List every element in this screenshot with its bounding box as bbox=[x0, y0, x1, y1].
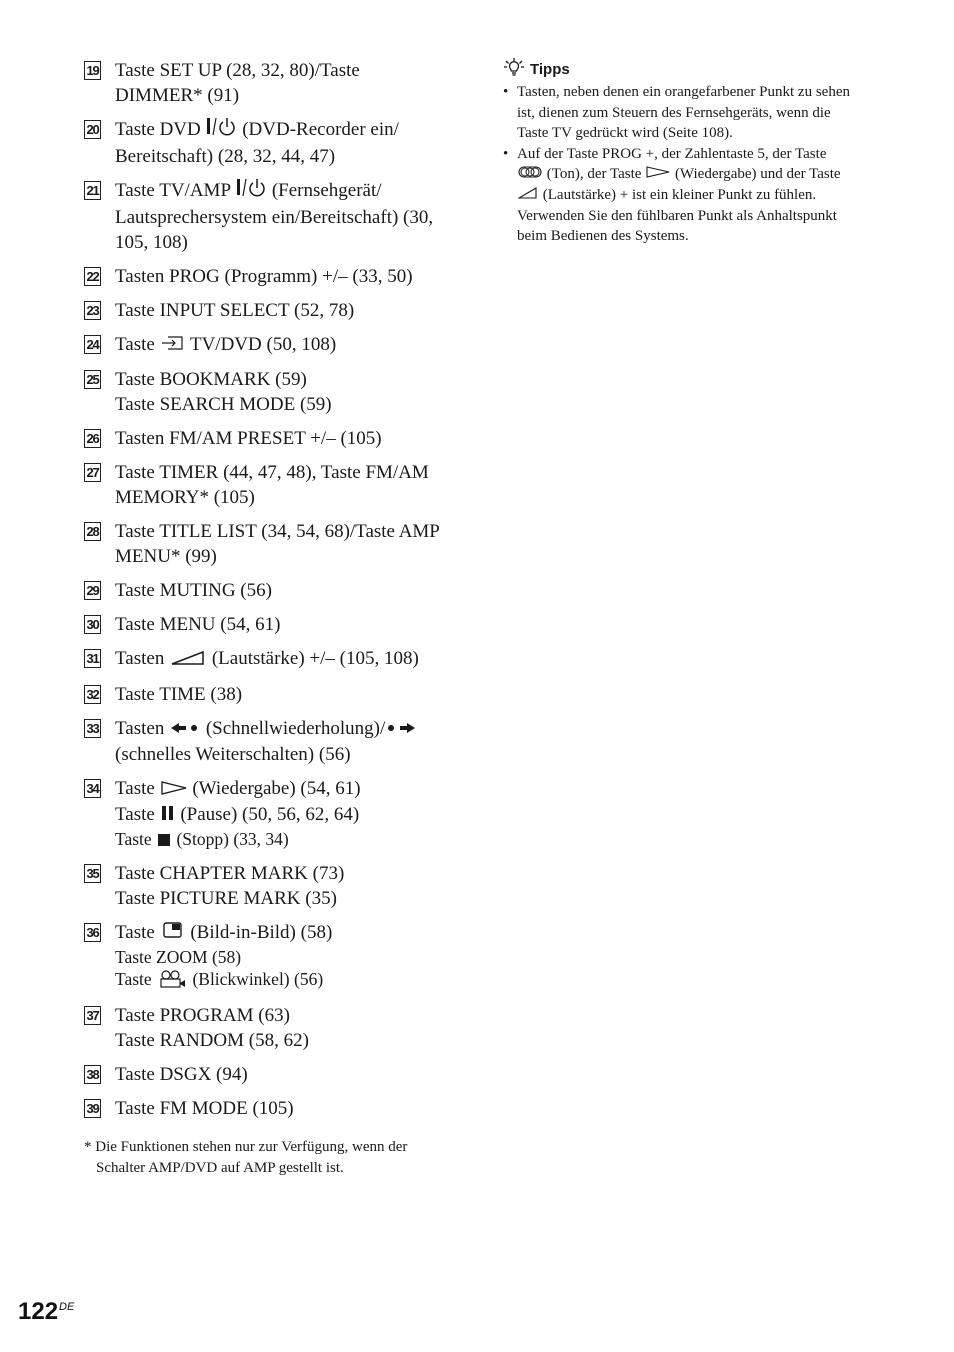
list-item bbox=[84, 1062, 479, 1087]
list-item bbox=[84, 332, 479, 358]
item-text: Lautsprechersystem ein/Bereitschaft) (30, bbox=[115, 207, 434, 229]
item-number: 33 bbox=[84, 719, 101, 738]
item-text: (DVD-Recorder ein/ bbox=[237, 119, 399, 140]
item-text: Taste CHAPTER MARK (73) bbox=[115, 862, 345, 884]
button-description-list bbox=[84, 58, 479, 1179]
item-number: 20 bbox=[84, 120, 101, 139]
item-text: MEMORY* (105) bbox=[115, 487, 255, 509]
item-text: Taste DVD bbox=[115, 119, 206, 140]
item-text: Tasten bbox=[115, 717, 170, 739]
item-text: Taste FM MODE (105) bbox=[115, 1097, 294, 1119]
item-number: 24 bbox=[84, 335, 101, 354]
item-text: DIMMER* (91) bbox=[115, 85, 240, 106]
item-text: Taste bbox=[115, 803, 160, 825]
list-item bbox=[84, 716, 479, 767]
item-text: (Pause) (50, 56, 62, 64) bbox=[175, 803, 360, 825]
play-icon bbox=[646, 164, 670, 185]
bullet-marker: • bbox=[503, 145, 509, 162]
tips-text: Verwenden Sie den fühlbaren Punkt als Anhaltspunkt bbox=[517, 207, 837, 224]
tips-title: Tipps bbox=[530, 61, 570, 78]
page-language-suffix: DE bbox=[59, 1301, 75, 1313]
item-text: Taste TIME (38) bbox=[115, 683, 243, 705]
page-number-value: 122 bbox=[18, 1298, 59, 1325]
list-item bbox=[84, 460, 479, 510]
tips-text: Tasten, neben denen ein orangefarbener Punkt zu sehen bbox=[517, 84, 850, 100]
list-item bbox=[84, 117, 479, 169]
item-text: Bereitschaft) (28, 32, 44, 47) bbox=[115, 146, 336, 168]
item-number: 25 bbox=[84, 370, 101, 389]
item-number: 35 bbox=[84, 864, 101, 883]
tips-text: beim Bedienen des Systems. bbox=[517, 228, 689, 245]
item-text: (schnelles Weiterschalten) (56) bbox=[115, 743, 351, 765]
list-item bbox=[84, 920, 479, 994]
item-text: (Blickwinkel) (56) bbox=[188, 969, 324, 990]
list-item bbox=[84, 1003, 479, 1053]
item-text: Taste TIMER (44, 47, 48), Taste FM/AM bbox=[115, 462, 429, 484]
list-item bbox=[84, 264, 479, 289]
tips-text: (Lautstärke) + ist ein kleiner Punkt zu fühlen. bbox=[539, 186, 817, 203]
item-text: Tasten FM/AM PRESET +/– (105) bbox=[115, 428, 382, 450]
volume-wedge-icon bbox=[518, 185, 538, 206]
tips-bullet bbox=[503, 82, 893, 144]
item-text: (Schnellwiederholung)/ bbox=[201, 717, 386, 739]
bullet-marker: • bbox=[503, 84, 509, 100]
item-text: Taste MUTING (56) bbox=[115, 580, 272, 602]
item-text: MENU* (99) bbox=[115, 546, 217, 568]
input-select-icon bbox=[161, 333, 185, 358]
item-text: (Wiedergabe) (54, 61) bbox=[187, 777, 361, 799]
item-text: Taste DSGX (94) bbox=[115, 1063, 248, 1085]
instant-replay-icon bbox=[170, 717, 200, 742]
list-item bbox=[84, 426, 479, 451]
item-number: 31 bbox=[84, 649, 101, 668]
footnote-text: Schalter AMP/DVD auf AMP gestellt ist. bbox=[96, 1159, 344, 1176]
item-number: 37 bbox=[84, 1006, 101, 1025]
tips-text: Taste TV gedrückt wird (Seite 108). bbox=[517, 125, 733, 141]
list-item bbox=[84, 861, 479, 911]
item-text: 105, 108) bbox=[115, 232, 188, 254]
item-number: 21 bbox=[84, 181, 101, 200]
list-item bbox=[84, 178, 479, 255]
tips-bullet bbox=[503, 144, 893, 247]
tips-lightbulb-icon bbox=[504, 58, 524, 81]
list-item bbox=[84, 682, 479, 707]
list-item bbox=[84, 367, 479, 417]
item-text: Taste RANDOM (58, 62) bbox=[115, 1029, 309, 1051]
play-icon bbox=[161, 777, 187, 802]
item-text: Taste MENU (54, 61) bbox=[115, 614, 281, 636]
item-text: (Bild-in-Bild) (58) bbox=[185, 921, 333, 943]
item-text: Taste SEARCH MODE (59) bbox=[115, 394, 332, 416]
item-number: 39 bbox=[84, 1099, 101, 1118]
footnote-text: * Die Funktionen stehen nur zur Verfügung, wenn der bbox=[84, 1138, 408, 1155]
item-text: Taste ZOOM (58) bbox=[115, 947, 242, 968]
item-number: 29 bbox=[84, 581, 101, 600]
item-text: Tasten PROG (Programm) +/– (33, 50) bbox=[115, 266, 413, 288]
power-standby-icon bbox=[236, 178, 266, 205]
pause-icon bbox=[161, 803, 175, 828]
item-number: 28 bbox=[84, 522, 101, 541]
list-item bbox=[84, 776, 479, 852]
list-item bbox=[84, 612, 479, 637]
item-text: (Fernsehgerät/ bbox=[267, 180, 382, 202]
item-text: Taste bbox=[115, 969, 157, 990]
power-standby-icon bbox=[206, 117, 236, 144]
audio-icon bbox=[518, 164, 542, 185]
item-text: (Stopp) (33, 34) bbox=[172, 828, 289, 849]
tips-text: ist, dienen zum Steuern des Fernsehgeräts, wenn die bbox=[517, 104, 831, 121]
footnote bbox=[84, 1137, 479, 1179]
item-text: Taste bbox=[115, 777, 160, 799]
item-text: Taste BOOKMARK (59) bbox=[115, 369, 307, 391]
list-item bbox=[84, 519, 479, 569]
item-number: 32 bbox=[84, 685, 101, 704]
item-text: Taste bbox=[115, 334, 160, 356]
item-number: 19 bbox=[84, 61, 101, 80]
item-text: Taste INPUT SELECT (52, 78) bbox=[115, 300, 355, 322]
item-text: Tasten bbox=[115, 648, 170, 670]
item-text: Taste TITLE LIST (34, 54, 68)/Taste AMP bbox=[115, 521, 440, 543]
page-number bbox=[18, 1298, 74, 1326]
tips-text: (Wiedergabe) und der Taste bbox=[671, 166, 841, 182]
item-number: 36 bbox=[84, 923, 101, 942]
item-text: Taste TV/AMP bbox=[115, 180, 236, 202]
item-number: 30 bbox=[84, 615, 101, 634]
item-text: TV/DVD (50, 108) bbox=[185, 334, 337, 356]
item-text: Taste bbox=[115, 921, 160, 943]
item-number: 22 bbox=[84, 267, 101, 286]
tips-text: (Ton), der Taste bbox=[543, 166, 646, 182]
item-text: (Lautstärke) +/– (105, 108) bbox=[207, 648, 419, 670]
item-number: 26 bbox=[84, 429, 101, 448]
list-item bbox=[84, 298, 479, 323]
item-number: 34 bbox=[84, 779, 101, 798]
list-item bbox=[84, 58, 479, 108]
item-text: Taste PROGRAM (63) bbox=[115, 1004, 290, 1026]
item-text: Taste bbox=[115, 828, 157, 849]
tips-text: Auf der Taste PROG +, der Zahlentaste 5, der Taste bbox=[517, 145, 827, 162]
instant-advance-icon bbox=[386, 717, 416, 742]
list-item bbox=[84, 578, 479, 603]
picture-in-picture-icon bbox=[161, 921, 185, 946]
item-number: 38 bbox=[84, 1065, 101, 1084]
list-item bbox=[84, 646, 479, 672]
tips-section bbox=[503, 58, 893, 247]
list-item bbox=[84, 1096, 479, 1121]
item-text: Taste SET UP (28, 32, 80)/Taste bbox=[115, 60, 360, 81]
item-text: Taste PICTURE MARK (35) bbox=[115, 887, 337, 909]
volume-wedge-icon bbox=[170, 648, 206, 673]
item-number: 23 bbox=[84, 301, 101, 320]
item-number: 27 bbox=[84, 463, 101, 482]
angle-icon bbox=[157, 969, 187, 994]
stop-icon bbox=[157, 830, 171, 852]
